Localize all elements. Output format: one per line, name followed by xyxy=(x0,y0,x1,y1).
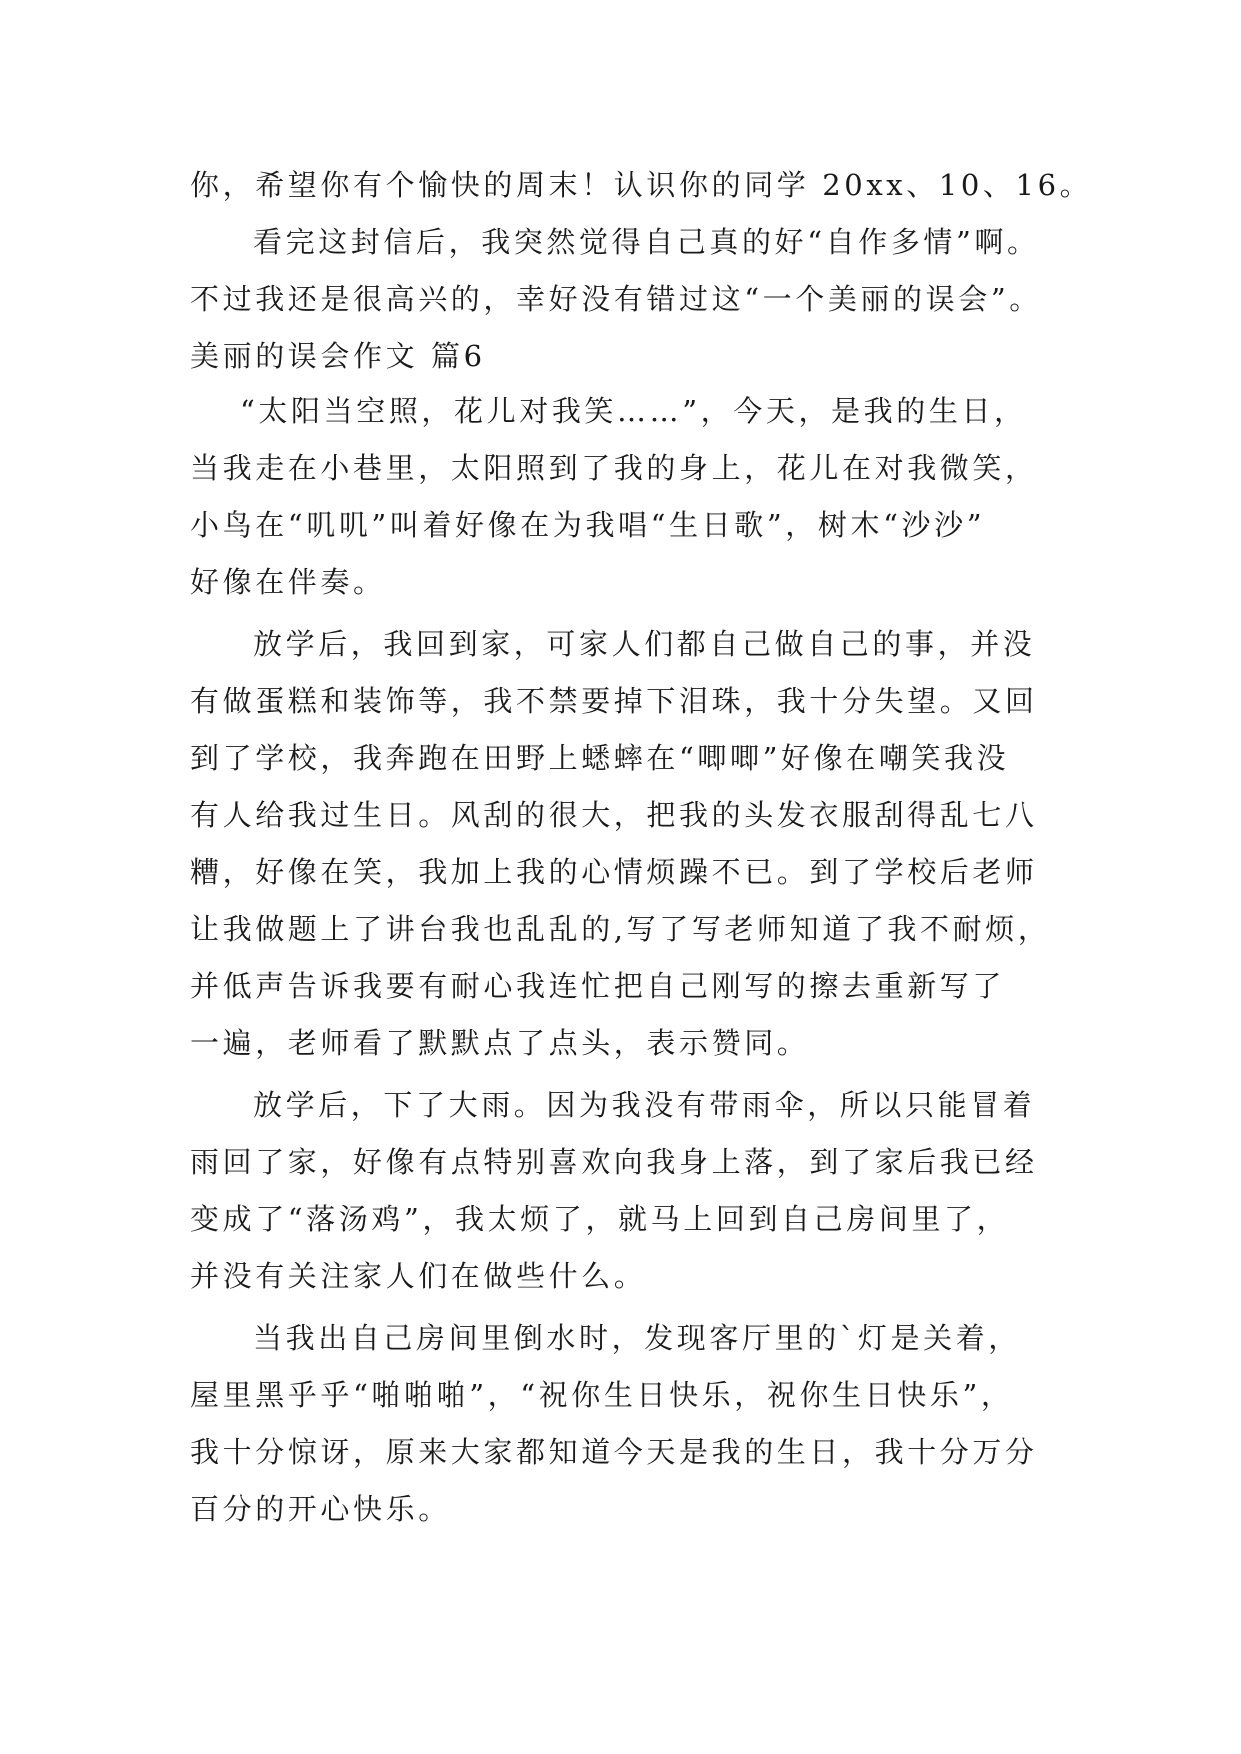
text-line: 有做蛋糕和装饰等，我不禁要掉下泪珠，我十分失望。又回 xyxy=(190,684,1038,718)
paragraph-first-line: 放学后，下了大雨。因为我没有带雨伞，所以只能冒着 xyxy=(253,1088,1036,1122)
text-line: 有人给我过生日。风刮的很大，把我的头发衣服刮得乱七八 xyxy=(190,798,1038,832)
text-line: 百分的开心快乐。 xyxy=(190,1492,451,1526)
text-line: 糟，好像在笑，我加上我的心情烦躁不已。到了学校后老师 xyxy=(190,855,1038,889)
text-line: 并低声告诉我要有耐心我连忙把自己刚写的擦去重新写了 xyxy=(190,969,1006,1003)
paragraph-first-line: 放学后，我回到家，可家人们都自己做自己的事，并没 xyxy=(253,627,1036,661)
text-line: 变成了“落汤鸡”，我太烦了，就马上回到自己房间里了， xyxy=(190,1202,1010,1236)
text-line: 并没有关注家人们在做些什么。 xyxy=(190,1259,647,1293)
text-line: 我十分惊讶，原来大家都知道今天是我的生日，我十分万分 xyxy=(190,1435,1038,1469)
text-line: 一遍，老师看了默默点了点头，表示赞同。 xyxy=(190,1026,810,1060)
text-line: 当我走在小巷里，太阳照到了我的身上，花儿在对我微笑， xyxy=(190,451,1038,485)
paragraph-first-line: 看完这封信后，我突然觉得自己真的好“自作多情”啊。 xyxy=(253,225,1040,259)
text-line: 不过我还是很高兴的，幸好没有错过这“一个美丽的误会”。 xyxy=(190,282,1042,316)
text-line: 雨回了家，好像有点特别喜欢向我身上落，到了家后我已经 xyxy=(190,1145,1038,1179)
text-line: 屋里黑乎乎“啪啪啪”，“祝你生日快乐，祝你生日快乐”， xyxy=(190,1378,1014,1412)
text-line: 你，希望你有个愉快的周末！认识你的同学 20xx、10、16。 xyxy=(190,168,1093,202)
section-heading: 美丽的误会作文 篇6 xyxy=(190,339,486,373)
paragraph-first-line: 当我出自己房间里倒水时，发现客厅里的`灯是关着， xyxy=(253,1321,1021,1355)
text-line: 让我做题上了讲台我也乱乱的,写了写老师知道了我不耐烦， xyxy=(190,912,1051,946)
text-line: 小鸟在“叽叽”叫着好像在为我唱“生日歌”，树木“沙沙” xyxy=(190,508,986,542)
paragraph-first-line: “太阳当空照，花儿对我笑……”，今天，是我的生日， xyxy=(240,394,1027,428)
text-line: 好像在伴奏。 xyxy=(190,565,386,599)
text-line: 到了学校，我奔跑在田野上蟋蟀在“唧唧”好像在嘲笑我没 xyxy=(190,741,1010,775)
